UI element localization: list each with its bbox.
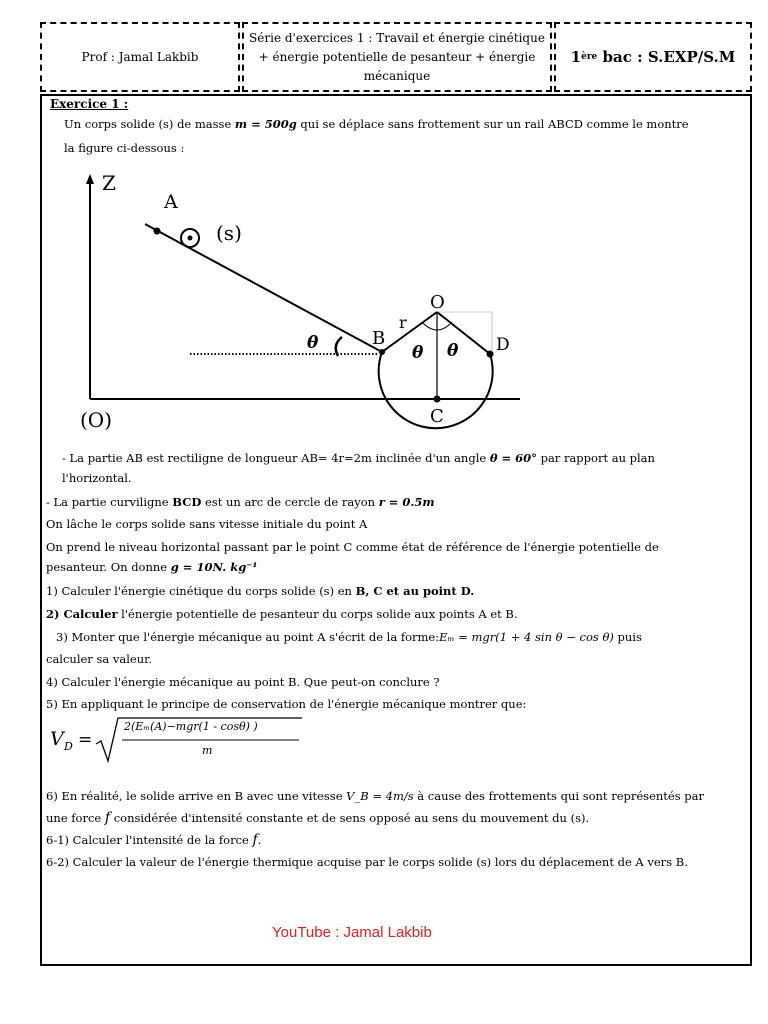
ab-line-1: - La partie AB est rectiligne de longueur AB= 4r=2m inclinée d'un angle θ = 60° par rapport au plan bbox=[62, 451, 655, 465]
question-3-cont: calculer sa valeur. bbox=[46, 652, 153, 666]
question-6-1: 6-1) Calculer l'intensité de la force f. bbox=[46, 832, 262, 848]
g-value: g = 10N. kg⁻¹ bbox=[170, 560, 258, 574]
question-5: 5) En appliquant le principe de conservation de l'énergie mécanique montrer que: bbox=[46, 697, 527, 711]
vd-formula: V D = 2(Eₘ(A)−mgr(1 - cosθ) ) m bbox=[50, 716, 350, 764]
vd-numerator: 2(Eₘ(A)−mgr(1 - cosθ) ) bbox=[124, 720, 258, 733]
vb-value: V_B = 4m/s bbox=[346, 789, 414, 803]
angle-theta-b: θ bbox=[307, 333, 319, 353]
header-title-box bbox=[242, 22, 552, 92]
question-4: 4) Calculer l'énergie mécanique au point B. Que peut-on conclure ? bbox=[46, 675, 440, 689]
question-6-line-1: 6) En réalité, le solide arrive en B avec une vitesse V_B = 4m/s à cause des frottements qui sont représentés par bbox=[46, 789, 704, 803]
vd-denominator: m bbox=[202, 744, 213, 757]
exercise-title: Exercice 1 : bbox=[50, 97, 129, 111]
point-a-dot bbox=[154, 228, 161, 235]
radius-label: r bbox=[399, 313, 407, 332]
angle-theta-left: θ bbox=[412, 343, 424, 363]
prof-name: Prof : Jamal Lakbib bbox=[81, 50, 199, 64]
reference-line-2: pesanteur. On donne g = 10N. kg⁻¹ bbox=[46, 560, 258, 574]
origin-label: (O) bbox=[80, 408, 113, 432]
reference-line-1: On prend le niveau horizontal passant par le point C comme état de référence de l'énergie potentielle de bbox=[46, 540, 659, 554]
exercise-frame bbox=[40, 94, 752, 966]
title-line-3: mécanique bbox=[363, 68, 431, 83]
z-axis-arrow bbox=[86, 174, 94, 184]
header bbox=[40, 22, 752, 92]
point-o-label: O bbox=[430, 292, 445, 313]
ab-line-2: l'horizontal. bbox=[62, 471, 132, 485]
point-d-label: D bbox=[496, 335, 510, 355]
solid-label: (s) bbox=[216, 221, 242, 245]
title-line-2: + énergie potentielle de pesanteur + énergie bbox=[258, 49, 536, 64]
mass-value: m = 500g bbox=[234, 117, 297, 131]
point-a-label: A bbox=[164, 191, 178, 213]
header-prof-box bbox=[40, 22, 240, 92]
angle-theta-right: θ bbox=[447, 341, 459, 361]
level-sup: ère bbox=[581, 52, 598, 62]
radius-ob bbox=[382, 312, 437, 352]
point-c-label: C bbox=[430, 406, 444, 427]
force-symbol: f bbox=[104, 810, 111, 826]
intro-line-1: Un corps solide (s) de masse m = 500g qui se déplace sans frottement sur un rail ABCD comme le montre bbox=[64, 117, 689, 131]
point-b-label: B bbox=[372, 328, 386, 349]
level-prefix: 1 bbox=[570, 48, 582, 66]
solid-s-center bbox=[188, 236, 193, 241]
em-formula: Eₘ = mgr(1 + 4 sin θ − cos θ) bbox=[439, 630, 614, 644]
bcd-line: - La partie curviligne BCD est un arc de cercle de rayon r = 0.5m bbox=[46, 495, 435, 509]
question-1: 1) Calculer l'énergie cinétique du corps solide (s) en B, C et au point D. bbox=[46, 584, 475, 598]
intro-line-2: la figure ci-dessous : bbox=[64, 141, 185, 155]
release-line: On lâche le corps solide sans vitesse initiale du point A bbox=[46, 517, 368, 531]
header-level-box bbox=[554, 22, 752, 92]
point-c-dot bbox=[434, 396, 441, 403]
question-3: 3) Monter que l'énergie mécanique au point A s'écrit de la forme:Eₘ = mgr(1 + 4 sin θ − cos θ) puis bbox=[56, 630, 642, 644]
youtube-credit: YouTube : Jamal Lakbib bbox=[272, 924, 432, 941]
question-6-line-2: une force f considérée d'intensité constante et de sens opposé au sens du mouvement du (s). bbox=[46, 810, 590, 826]
z-axis-label: Z bbox=[102, 171, 116, 195]
radius-value: r = 0.5m bbox=[378, 495, 435, 509]
radius-od bbox=[437, 312, 490, 354]
level-suffix: bac : S.EXP/S.M bbox=[602, 48, 736, 66]
title-line-1: Série d'exercices 1 : Travail et énergie cinétique bbox=[249, 30, 545, 45]
question-2: 2) Calculer l'énergie potentielle de pesanteur du corps solide aux points A et B. bbox=[46, 607, 518, 621]
rail-figure bbox=[42, 96, 750, 436]
question-6-2: 6-2) Calculer la valeur de l'énergie thermique acquise par le corps solide (s) lors du déplacement de A vers B. bbox=[46, 855, 688, 869]
angle-value: θ = 60° bbox=[489, 451, 537, 465]
incline-ab bbox=[145, 224, 382, 352]
